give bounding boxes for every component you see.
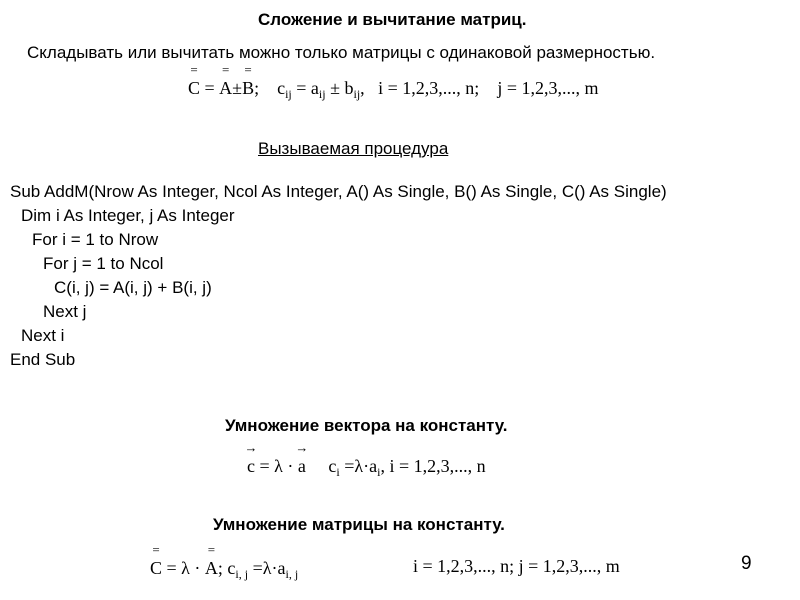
code-line: C(i, j) = A(i, j) + B(i, j) — [54, 278, 212, 297]
code-line: Next i — [21, 326, 65, 345]
vector-range: , i = 1,2,3,..., n — [380, 456, 486, 476]
code-block — [10, 180, 667, 372]
matrix-c: = C — [150, 542, 163, 578]
code-line: For i = 1 to Nrow — [32, 230, 159, 249]
addition-description: Складывать или вычитать можно только матрицы с одинаковой размерностью. — [27, 43, 656, 62]
code-line: For j = 1 to Ncol — [43, 254, 164, 273]
addition-formula: = C = = A± = B; $c_{ij} = a_{ij} \pm b_{ij}$, i = 1,2,3,..., n; j = 1,2,3,..., m — [188, 62, 599, 101]
matrix-a: = A — [204, 542, 218, 578]
code-line: End Sub — [10, 350, 76, 369]
i-range: i = 1,2,3,..., n; — [413, 556, 515, 576]
matrix-scalar-range — [413, 556, 620, 577]
section-title-vector-scalar: Умножение вектора на константу. — [225, 416, 508, 435]
code-line: Next j — [43, 302, 87, 321]
matrix-a: = A — [219, 62, 233, 98]
vector-a: → a — [295, 440, 309, 476]
j-range: j = 1,2,3,..., m — [497, 78, 599, 98]
i-range: i = 1,2,3,..., n; — [378, 78, 480, 98]
section-title-matrix-scalar: Умножение матрицы на константу. — [213, 515, 505, 534]
vector-c: → c — [244, 440, 258, 476]
matrix-scalar-formula: = C = λ · = A; $c_{i, j} =\lambda\cdot a_{i, j}$ — [150, 542, 299, 581]
section-title-addition: Сложение и вычитание матриц. — [258, 10, 527, 29]
code-line: Dim i As Integer, j As Integer — [21, 206, 235, 225]
matrix-b: = B — [242, 62, 255, 98]
page-number: 9 — [741, 553, 752, 574]
code-line: Sub AddM(Nrow As Integer, Ncol As Integer, A() As Single, B() As Single, C() As Single) — [10, 182, 667, 201]
procedure-label: Вызываемая процедура — [258, 139, 449, 158]
vector-scalar-formula: → c = λ · → a $c_i =\lambda\cdot a_i$, i = 1,2,3,..., n — [244, 440, 486, 479]
matrix-c: = C — [188, 62, 201, 98]
j-range: j = 1,2,3,..., m — [518, 556, 620, 576]
